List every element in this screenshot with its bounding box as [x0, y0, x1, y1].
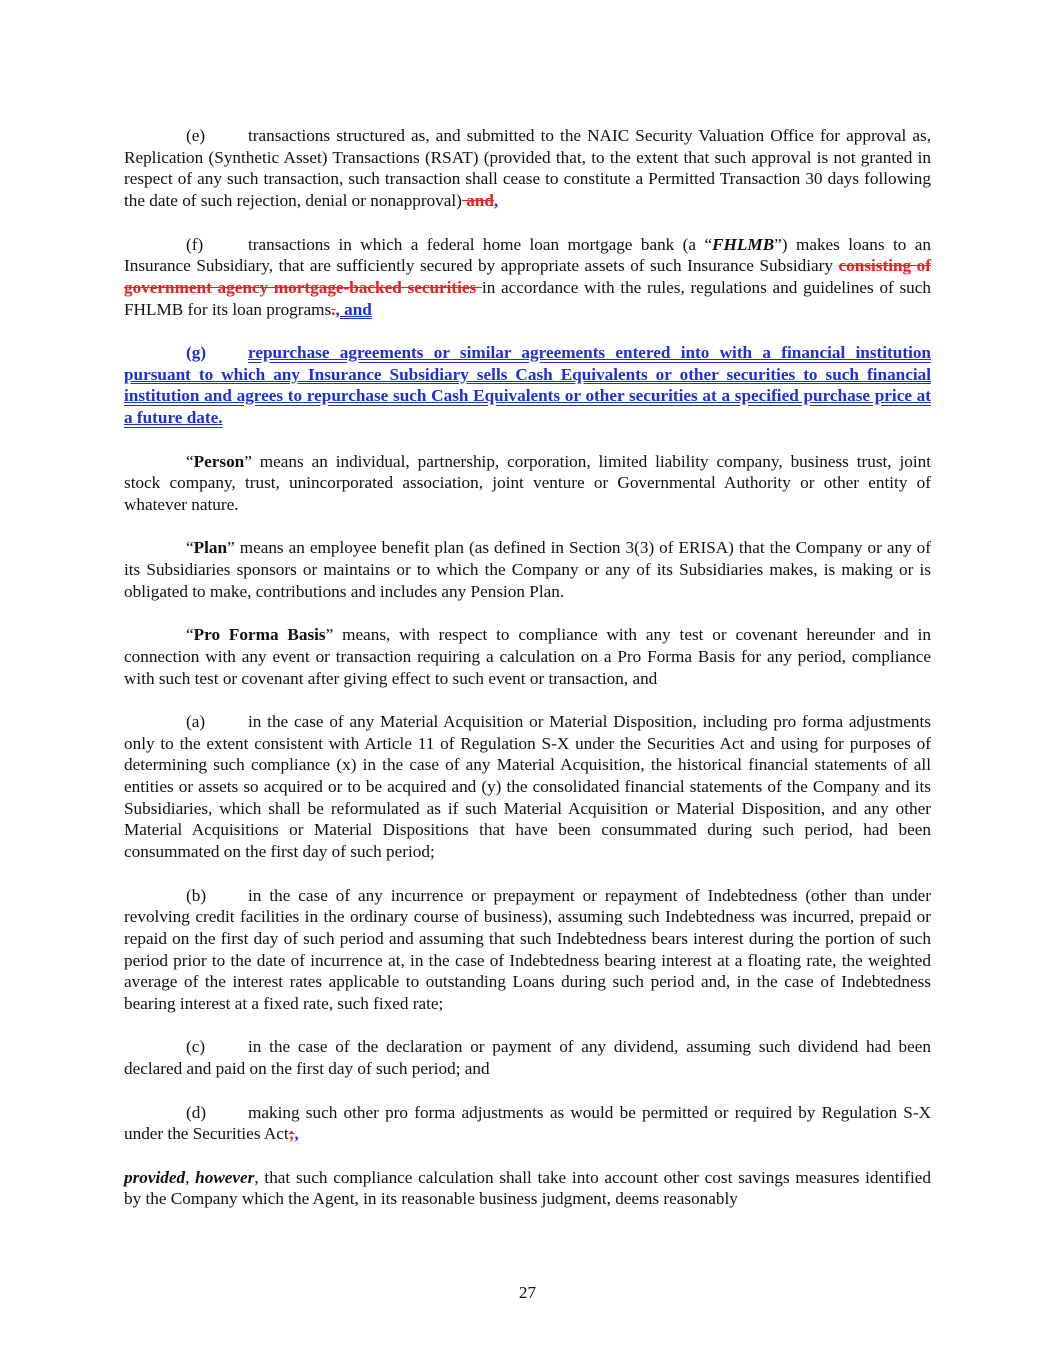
- clause-a: [124, 711, 931, 863]
- clause-text: transactions in which a federal home loan mortgage bank (a “: [248, 234, 713, 254]
- definition-person: [124, 451, 931, 516]
- proviso-term: provided: [124, 1167, 186, 1187]
- open-quote: “: [186, 625, 194, 645]
- definition-pro-forma-basis: [124, 624, 931, 689]
- clause-text: ”) makes loans to an Insurance Subsidiary, that are sufficiently secured by appropriate assets of such Insurance Subsidiary: [124, 234, 931, 276]
- definition-text: ” means an employee benefit plan (as defined in Section 3(3) of ERISA) that the Company or any of its Subsidiaries sponsors or maintains or to which the Company or any of its Subsidiaries makes, is making or is obligated to make, contributions and includes any Pension Plan.: [124, 538, 931, 601]
- clause-b: [124, 885, 931, 1015]
- clause-g-inserted: [124, 342, 931, 429]
- clause-text: making such other pro forma adjustments as would be permitted or required by Regulation S-X under the Securities Act: [124, 1102, 931, 1144]
- clause-text: in the case of any incurrence or prepayment or repayment of Indebtedness (other than under revolving credit facilities in the ordinary course of business), assuming such Indebtedness was incurred, prepaid or repaid on the first day of such period and assuming that such Indebtedness bears interest during the portion of such period prior to the date of incurrence at, in the case of Indebtedness bearing interest at a floating rate, the weighted average of the interest rates applicable to outstanding Loans during such period and, in the case of Indebtedness bearing interest at a fixed rate, such fixed rate;: [124, 885, 931, 1014]
- open-quote: “: [186, 451, 194, 471]
- clause-label: (b): [186, 885, 207, 905]
- deleted-text: ;: [288, 1124, 295, 1144]
- proviso: [124, 1167, 931, 1210]
- deleted-text: .: [331, 299, 336, 319]
- clause-f: [124, 234, 931, 321]
- separator: ,: [185, 1167, 196, 1187]
- clause-text: in the case of any Material Acquisition or Material Disposition, including pro forma adjustments only to the extent consistent with Article 11 of Regulation S-X under the Securities Act and using for purposes of determining such compliance (x) in the case of any Material Acquisition, the historical financial statements of all entities or assets so acquired or to be acquired and (y) the consolidated financial statements of the Company and its Subsidiaries, which shall be reformulated as if such Material Acquisition or Material Disposition, and any other Material Acquisitions or Material Dispositions that have been consummated during such period, had been consummated on the first day of such period;: [124, 711, 931, 862]
- clause-text: repurchase agreements or similar agreements entered into with a financial institution pursuant to which any Insurance Subsidiary sells Cash Equivalents or other securities to such financial institution and agrees to repurchase such Cash Equivalents or other securities at a specified purchase price at a future date.: [124, 343, 931, 428]
- inserted-text: ,: [493, 191, 499, 211]
- clause-label: (e): [186, 126, 206, 145]
- clause-label: (a): [186, 711, 206, 731]
- open-quote: “: [186, 538, 194, 558]
- clause-label: (g): [186, 343, 207, 362]
- defined-term: Pro Forma Basis: [193, 625, 326, 645]
- proviso-text: , that such compliance calculation shall take into account other cost savings measures identified by the Company which the Agent, in its reasonable business judgment, deems reasonably: [124, 1167, 931, 1209]
- deleted-text: consisting of government agency mortgage-backed securities: [124, 256, 931, 297]
- page-number: 27: [518, 1283, 537, 1302]
- defined-term: Person: [193, 451, 245, 471]
- clause-text: transactions structured as, and submitted to the NAIC Security Valuation Office for approval as, Replication (Synthetic Asset) Transactions (RSAT) (provided that, to the extent that such approval is not granted in respect of any such transaction, such transaction shall cease to constitute a Permitted Transaction 30 days following the date of such rejection, denial or nonapproval): [124, 126, 931, 211]
- clause-label: (d): [186, 1102, 207, 1122]
- definition-text: ” means an individual, partnership, corporation, limited liability company, business trust, joint stock company, trust, unincorporated association, joint venture or Governmental Authority or other entity of whatever nature.: [124, 451, 931, 514]
- document-body: [124, 125, 931, 1232]
- clause-text: in the case of the declaration or payment of any dividend, assuming such dividend had been declared and paid on the first day of such period; and: [124, 1037, 931, 1079]
- definition-plan: [124, 537, 931, 602]
- inserted-text: , and: [335, 299, 372, 319]
- clause-e: [124, 125, 931, 212]
- clause-text: in accordance with the rules, regulations and guidelines of such FHLMB for its loan programs: [124, 277, 931, 319]
- defined-term: FHLMB: [712, 234, 775, 254]
- clause-label: (f): [186, 234, 204, 254]
- clause-c: [124, 1036, 931, 1079]
- defined-term: Plan: [193, 538, 228, 558]
- inserted-text: ,: [294, 1124, 299, 1144]
- definition-text: ” means, with respect to compliance with any test or covenant hereunder and in connection with any event or transaction requiring a calculation on a Pro Forma Basis for any period, compliance with such test or covenant after giving effect to such event or transaction, and: [124, 625, 931, 688]
- proviso-term: however: [195, 1167, 255, 1187]
- clause-label: (c): [186, 1037, 206, 1057]
- deleted-text: and: [461, 191, 494, 211]
- clause-d: [124, 1102, 931, 1145]
